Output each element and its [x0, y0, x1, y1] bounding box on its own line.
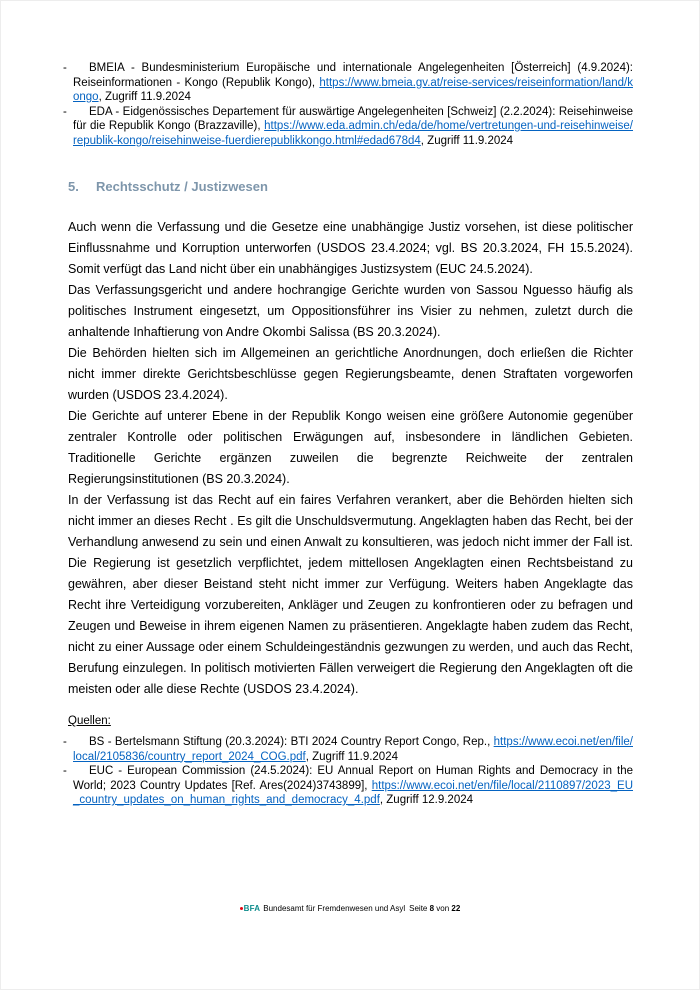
footer-page-of: von	[436, 904, 450, 913]
bullet-dash: -	[63, 105, 67, 118]
bullet-dash: -	[63, 765, 67, 777]
footer-page-label: Seite	[409, 904, 428, 913]
source-item-eda	[63, 105, 633, 149]
source-item-bs	[63, 735, 633, 764]
source-text-post: , Zugriff 11.9.2024	[420, 134, 514, 147]
footer-page-current: 8	[429, 904, 435, 913]
source-link-eda[interactable]: https://www.eda.admin.ch/eda/de/home/vertretungen-und-reisehinweise/republik-kongo/reisehinweise-fuerdierepublikkongo.html#edad678d4	[73, 120, 633, 147]
bullet-dash: -	[63, 736, 67, 748]
bottom-source-list	[63, 735, 633, 808]
page-footer	[1, 904, 699, 914]
source-item-euc	[63, 764, 633, 808]
bfa-logo-dot-icon	[240, 907, 243, 910]
top-source-list	[63, 61, 633, 148]
source-text-pre: BMEIA - Bundesministerium Europäische und internationale Angelegenheiten [Österreich] (4.9.2024): Reiseinformationen - Kongo (Republik Kongo),	[73, 62, 633, 89]
source-text-post: , Zugriff 12.9.2024	[379, 794, 474, 806]
bullet-dash: -	[63, 62, 67, 74]
paragraph-4: Die Gerichte auf unterer Ebene in der Republik Kongo weisen eine größere Autonomie gegenüber zentraler Kontrolle oder politischen Erwägungen auf, insbesondere in ländlichen Gebieten. Traditionelle Gerichte ergänzen zuweilen die begrenzte Reichweite der zentralen Regierungsinstitutionen (BS 20.3.2024).	[68, 409, 633, 486]
paragraph-1: Auch wenn die Verfassung und die Gesetze eine unabhängige Justiz vorsehen, ist diese politischer Einflussnahme und Korruption unterworfen (USDOS 23.4.2024; vgl. BS 20.3.2024, FH 15.5.2024). Somit verfügt das Land nicht über ein unabhängiges Justizsystem (EUC 24.5.2024).	[68, 220, 633, 276]
source-link-bs[interactable]: https://www.ecoi.net/en/file/local/2105836/country_report_2024_COG.pdf	[73, 736, 633, 763]
section-heading	[68, 179, 633, 194]
bfa-logo-text: BFA	[243, 904, 261, 913]
paragraph-3: Die Behörden hielten sich im Allgemeinen an gerichtliche Anordnungen, doch erließen die Richter nicht immer direkte Gerichtsbeschlüsse gegen Regierungsbeamte, denen Straftaten vorgeworfen wurden (USDOS 23.4.2024).	[68, 346, 633, 402]
source-text-pre: EDA - Eidgenössisches Departement für auswärtige Angelegenheiten [Schweiz] (2.2.2024): Reisehinweise für die Republik Kongo (Brazzaville),	[73, 105, 633, 132]
paragraph-2: Das Verfassungsgericht und andere hochrangige Gerichte wurden von Sassou Nguesso häufig als politisches Instrument eingesetzt, um Oppositionsführer ins Visier zu nehmen, zuletzt durch die anhaltende Inhaftierung von Andre Okombi Salissa (BS 20.3.2024).	[68, 283, 633, 339]
section-body	[68, 217, 633, 700]
source-link-euc[interactable]: https://www.ecoi.net/en/file/local/2110897/2023_EU_country_updates_on_human_rights_and_democracy_4.pdf	[73, 779, 633, 806]
source-text-pre: BS - Bertelsmann Stiftung (20.3.2024): BTI 2024 Country Report Congo, Rep.,	[89, 736, 494, 748]
source-text-post: , Zugriff 11.9.2024	[98, 91, 191, 103]
source-text-post: , Zugriff 11.9.2024	[305, 750, 398, 763]
source-link-bmeia[interactable]: https://www.bmeia.gv.at/reise-services/reiseinformation/land/kongo	[73, 76, 633, 103]
section-title: Rechtsschutz / Justizwesen	[96, 179, 268, 194]
footer-org: Bundesamt für Fremdenwesen und Asyl	[263, 904, 406, 913]
section-number: 5.	[68, 179, 79, 194]
source-text-pre: EUC - European Commission (24.5.2024): EU Annual Report on Human Rights and Democracy in the World; 2023 Country Updates [Ref. Ares(2024)3743899],	[73, 765, 633, 792]
paragraph-5: In der Verfassung ist das Recht auf ein faires Verfahren verankert, aber die Behörden hielten sich nicht immer an dieses Recht . Es gilt die Unschuldsvermutung. Angeklagten haben das Recht, bei der Verhandlung anwesend zu sein und einen Anwalt zu konsultieren, was jedoch nicht immer der Fall ist. Die Regierung ist gesetzlich verpflichtet, jedem mittellosen Angeklagten einen Rechtsbeistand zu gewähren, aber dieser Beistand steht nicht immer zur Verfügung. Weiters haben Angeklagte das Recht ihre Verteidigung vorzubereiten, Ankläger und Zeugen zu konfrontieren oder zu befragen und Zeugen und Beweise in ihrem eigenen Namen zu präsentieren. Angeklagte haben zudem das Recht, nicht zu einer Aussage oder einem Schuldeingeständnis gezwungen zu werden, und auch das Recht, Berufung einzulegen. In politisch motivierten Fällen verweigert die Regierung den Angeklagten oft die meisten oder alle diese Rechte (USDOS 23.4.2024).	[68, 493, 633, 696]
source-item-bmeia	[63, 61, 633, 105]
sources-label: Quellen:	[68, 715, 111, 727]
footer-page-total: 22	[451, 904, 461, 913]
